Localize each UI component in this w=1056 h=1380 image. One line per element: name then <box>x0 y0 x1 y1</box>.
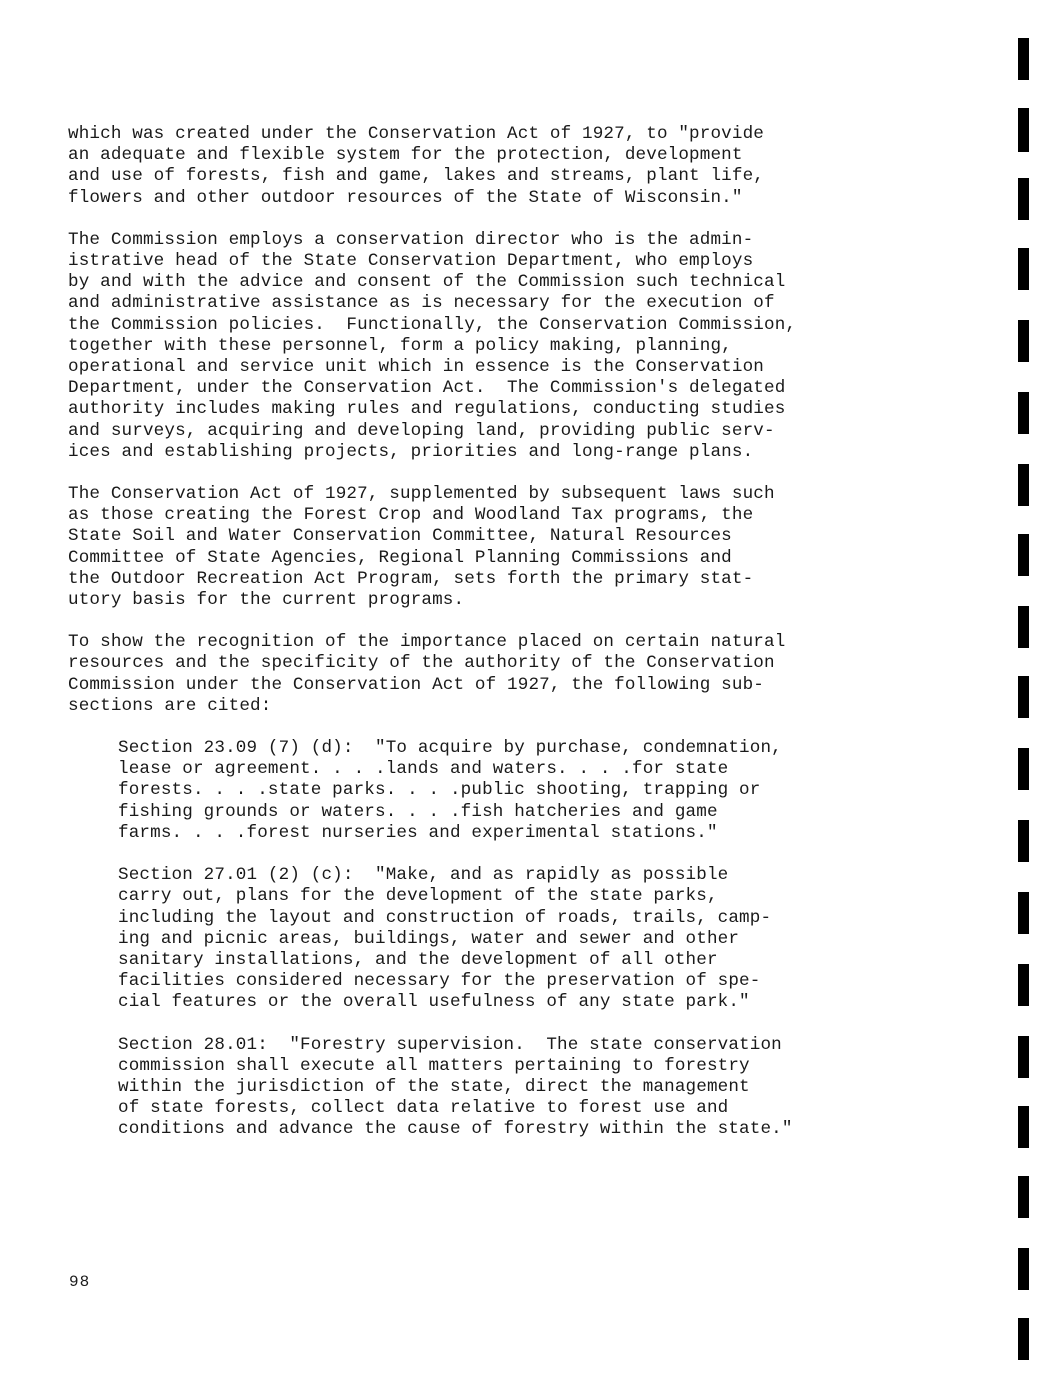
scan-mark <box>1018 676 1029 718</box>
scan-mark <box>1018 748 1029 790</box>
page-number: 98 <box>69 1273 91 1291</box>
scan-mark <box>1018 38 1029 80</box>
scan-mark <box>1018 534 1029 576</box>
paragraph-commission-director: The Commission employs a conservation director who is the admin- istrative head of the State Conservation Department, who employs by and with the advice and consent of the Commission such technical and administrative assistance as is necessary for the execution of the Commission policies. Functionally, the Conservation Commission, together with these personnel, form a policy making, planning, operational and service unit which in essence is the Conservation Department, under the Conservation Act. The Commission's delegated authority includes making rules and regulations, conducting studies and surveys, acquiring and developing land, providing public serv- ices and establishing projects, priorities and long-range plans. <box>68 229 797 462</box>
scan-mark <box>1018 178 1029 220</box>
quote-section-27-01: Section 27.01 (2) (c): "Make, and as rapidly as possible carry out, plans for the development of the state parks, including the layout and construction of roads, trails, camp- ing and picnic areas, buildings, water and sewer and other sanitary installations, and the development of all other facilities considered necessary for the preservation of spe- cial features or the overall usefulness of any state park." <box>118 865 772 1013</box>
scan-mark <box>1018 1318 1029 1360</box>
scan-mark <box>1018 1176 1029 1218</box>
scan-mark <box>1018 320 1029 362</box>
scan-mark <box>1018 248 1029 290</box>
scan-mark <box>1018 1106 1029 1148</box>
quote-section-23-09: Section 23.09 (7) (d): "To acquire by purchase, condemnation, lease or agreement. . . .lands and waters. . . .for state forests. . . .state parks. . . .public shooting, trapping or fishing grounds or waters. . . .fish hatcheries and game farms. . . .forest nurseries and experimental stations." <box>118 738 782 843</box>
scan-mark <box>1018 464 1029 506</box>
quote-section-28-01: Section 28.01: "Forestry supervision. The state conservation commission shall execute all matters pertaining to forestry within the jurisdiction of the state, direct the management of state forests, collect data relative to forest use and conditions and advance the cause of forestry within the state." <box>118 1034 793 1140</box>
scan-mark <box>1018 108 1029 152</box>
scan-mark <box>1018 606 1029 648</box>
scan-mark <box>1018 964 1029 1006</box>
scan-mark <box>1018 392 1029 434</box>
paragraph-conservation-act-purpose: which was created under the Conservation Act of 1927, to "provide an adequate and flexible system for the protection, development and use of forests, fish and game, lakes and streams, plant life, flowers and other outdoor resources of the State of Wisconsin." <box>68 124 765 208</box>
scan-mark <box>1018 820 1029 862</box>
scan-mark <box>1018 1248 1029 1290</box>
scan-mark <box>1018 1036 1029 1078</box>
scan-mark <box>1018 892 1029 934</box>
paragraph-statutory-basis: The Conservation Act of 1927, supplemented by subsequent laws such as those creating the Forest Crop and Woodland Tax programs, the State Soil and Water Conservation Committee, Natural Resources Committee of State Agencies, Regional Planning Commissions and the Outdoor Recreation Act Program, sets forth the primary stat- utory basis for the current programs. <box>68 484 775 611</box>
scan-binding-marks <box>1012 0 1056 1380</box>
paragraph-subsections-intro: To show the recognition of the importance placed on certain natural resources and the specificity of the authority of the Conservation Commission under the Conservation Act of 1927, the following sub- sections are cited: <box>68 632 786 716</box>
document-body <box>68 124 948 1162</box>
